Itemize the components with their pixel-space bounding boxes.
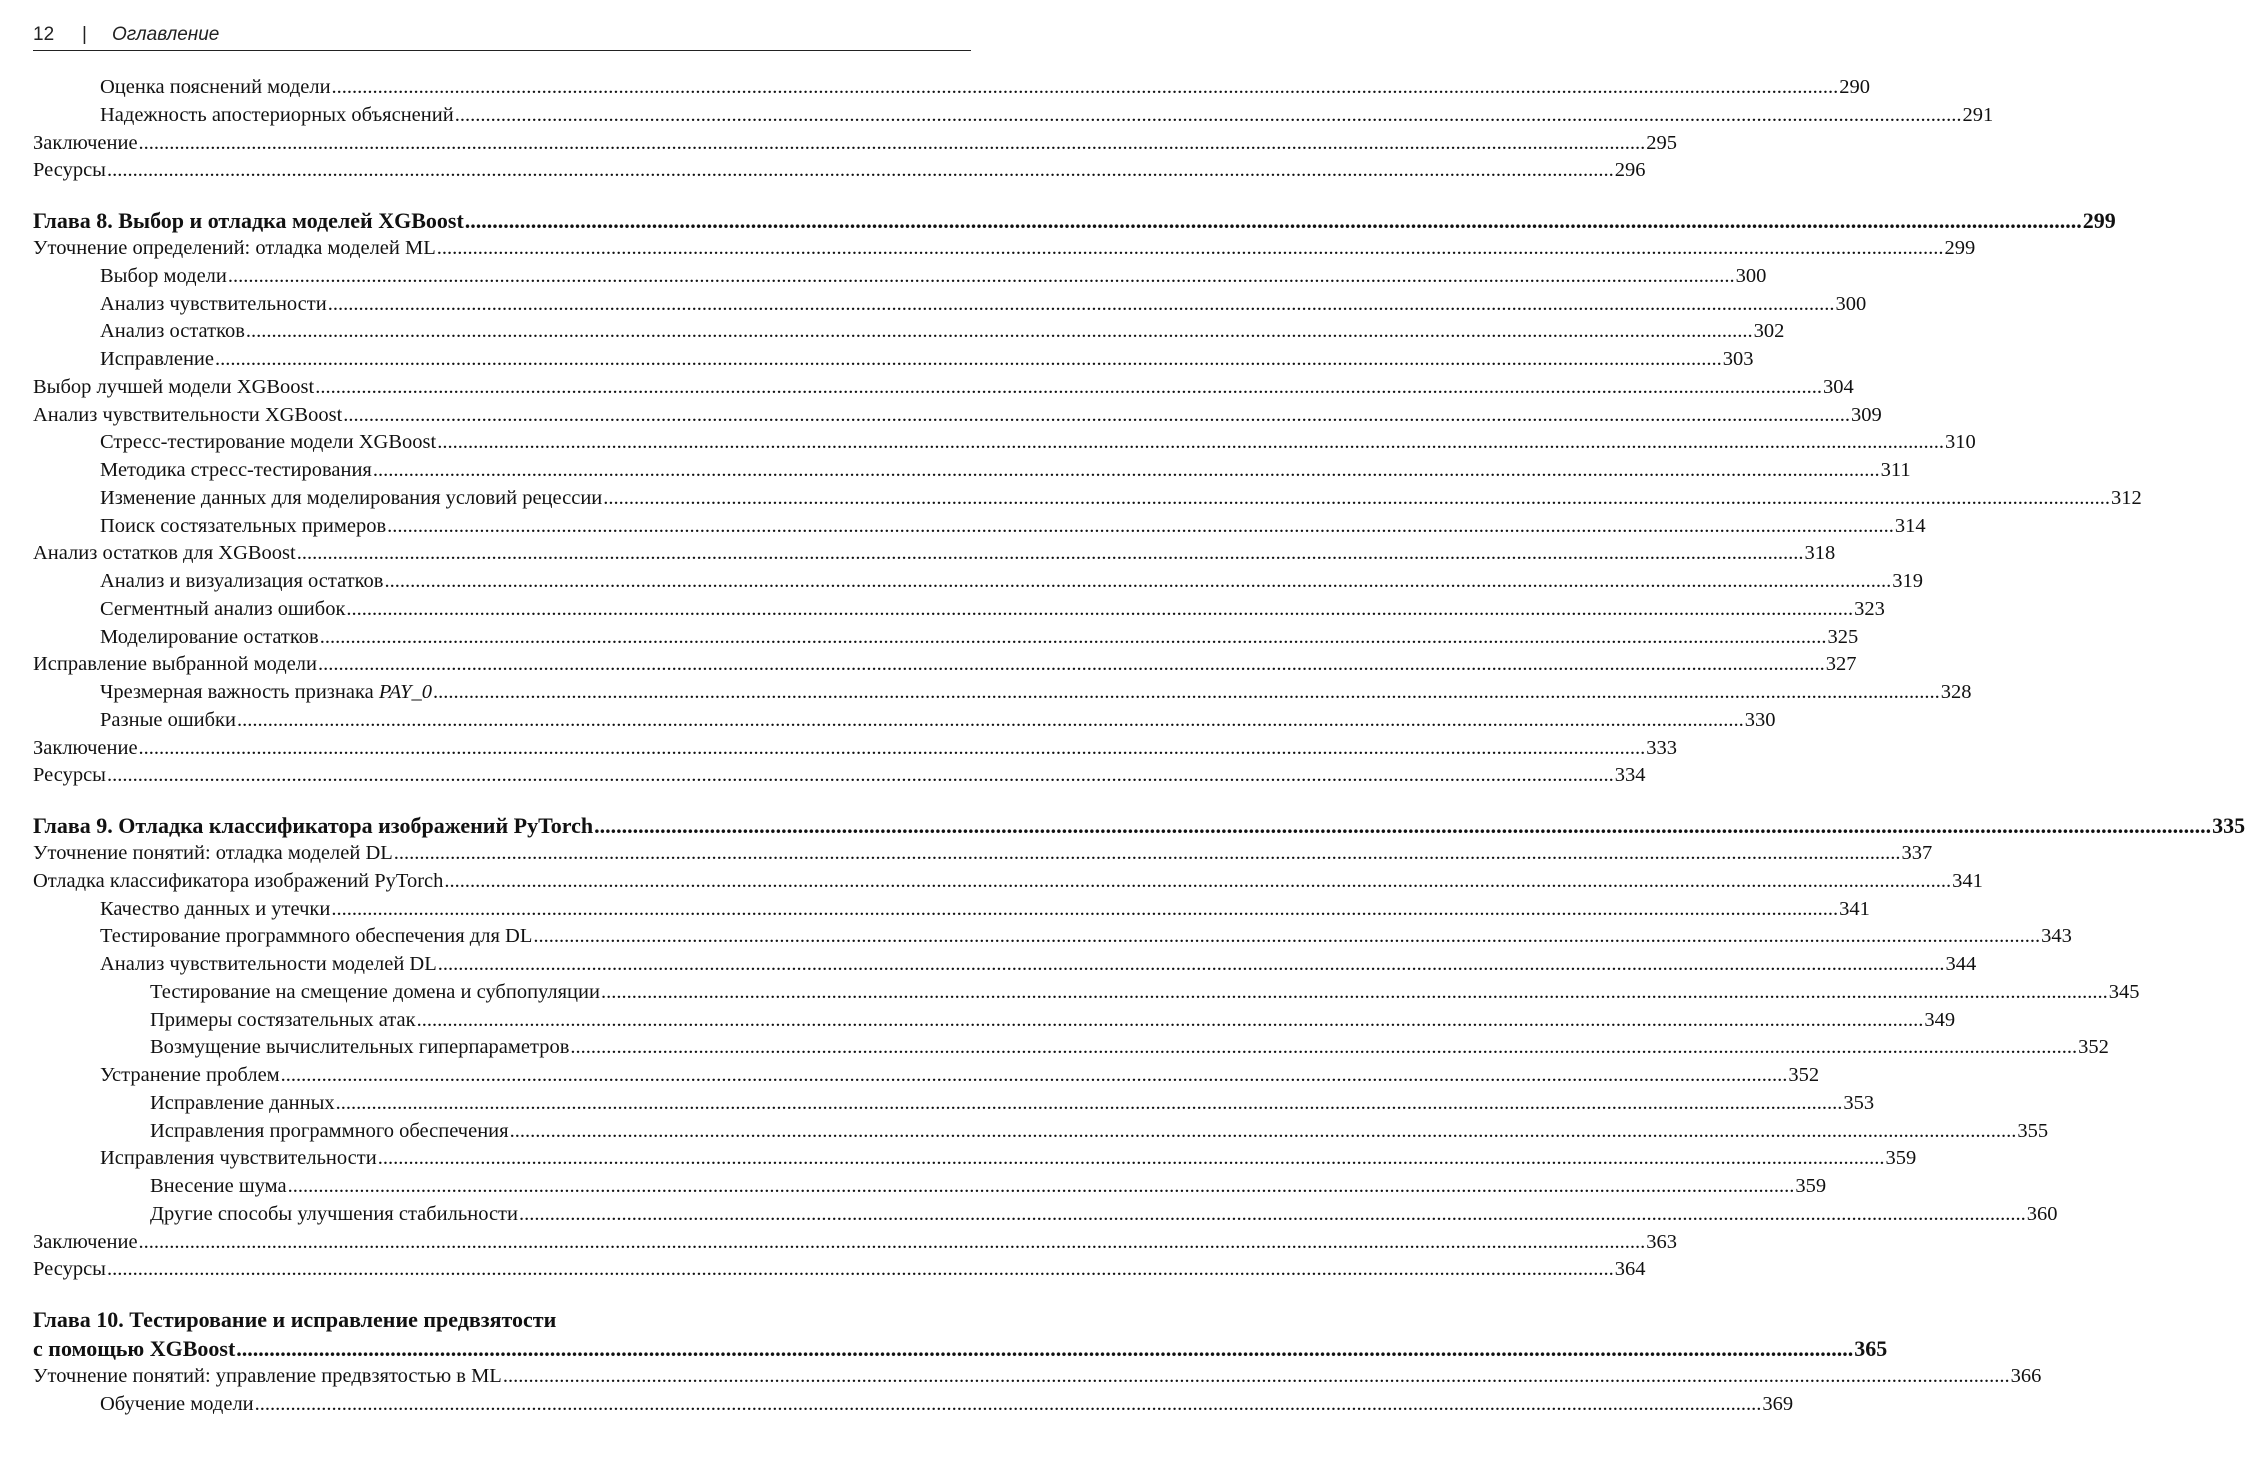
toc-leader-dots (139, 132, 1646, 155)
toc-entry-text: Исправления программного обеспечения (150, 1119, 509, 1142)
toc-block-e (33, 1365, 2042, 1421)
toc-leader-dots (320, 626, 1827, 649)
toc-entry-text: Ресурсы (33, 159, 106, 182)
toc-leader-dots (297, 542, 1804, 565)
toc-page-number: 341 (1839, 897, 1870, 920)
toc-entry-text: Возмущение вычислительных гиперпараметров (150, 1036, 570, 1059)
toc-entry[interactable] (33, 708, 1776, 737)
toc-entry-text: Анализ чувствительности моделей DL (100, 953, 437, 975)
toc-entry-text: Разные ошибки (100, 708, 236, 731)
toc-page-number: 314 (1894, 514, 1926, 537)
toc-leader-dots (603, 487, 2110, 510)
toc-leader-dots (519, 1203, 2026, 1226)
toc-leader-dots (255, 1393, 1762, 1416)
toc-page-number: 359 (1885, 1147, 1917, 1170)
toc-page-number: 335 (2212, 813, 2245, 838)
toc-page-number: 290 (1839, 76, 1871, 98)
toc-leader-dots (373, 459, 1880, 482)
toc-page-number: 352 (2078, 1036, 2109, 1059)
toc-entry-text: Выбор модели (100, 264, 227, 287)
toc-entry[interactable] (33, 653, 1857, 681)
toc-page-number: 291 (1962, 103, 1994, 126)
toc-entry-text: Анализ чувствительности XGBoost (33, 403, 343, 426)
toc-entry-text: Исправление (100, 348, 215, 370)
table-of-contents (33, 76, 2245, 1421)
toc-page-number: 319 (1892, 570, 1923, 592)
toc-page-number: 309 (1851, 403, 1882, 426)
toc-leader-dots (343, 404, 1850, 427)
toc-leader-dots (246, 320, 1753, 343)
toc-page-number: 333 (1646, 736, 1678, 759)
toc-page-number: 295 (1646, 131, 1678, 154)
toc-page-number: 366 (2010, 1365, 2042, 1387)
header-title: Оглавление (112, 24, 220, 45)
toc-page-number: 299 (2082, 208, 2116, 233)
toc-leader-dots (318, 653, 1825, 676)
toc-leader-dots (444, 870, 1951, 893)
toc-entry[interactable] (33, 869, 1983, 898)
toc-chapter-title: Глава 9. Отладка классификатора изображений PyTorch (33, 813, 594, 838)
toc-entry[interactable] (33, 1230, 1678, 1259)
toc-entry-text: Надежность апостериорных объяснений (100, 103, 454, 126)
toc-block-c (33, 708, 1776, 792)
toc-entry-text: Изменение данных для моделирования условий рецессии (100, 486, 603, 509)
toc-leader-dots (331, 898, 1838, 921)
toc-entry-text: Ресурсы (33, 1258, 106, 1281)
toc-leader-dots (417, 1009, 1924, 1032)
toc-entry-text: Примеры состязательных атак (150, 1008, 416, 1031)
toc-entry-text (100, 681, 432, 704)
toc-page-number: 311 (1880, 459, 1911, 481)
toc-entry-text: Сегментный анализ ошибок (100, 597, 346, 620)
toc-entry[interactable] (33, 1008, 1956, 1037)
toc-entry-text: Моделирование остатков (100, 625, 319, 648)
toc-leader-dots (288, 1175, 1795, 1198)
toc-page-number: 344 (1945, 953, 1977, 975)
toc-leader-dots (139, 737, 1646, 760)
toc-page-number: 310 (1944, 431, 1976, 454)
toc-chapter-8[interactable] (33, 208, 2116, 237)
toc-entry[interactable] (33, 1392, 1794, 1421)
toc-page-number: 352 (1788, 1064, 1820, 1086)
toc-entry[interactable] (33, 925, 2072, 953)
toc-entry[interactable] (33, 764, 1646, 792)
toc-entry-text: Качество данных и утечки (100, 897, 331, 920)
toc-entry[interactable] (33, 625, 1859, 654)
toc-page-number: 300 (1835, 292, 1867, 315)
toc-page-number: 334 (1614, 764, 1646, 787)
toc-leader-dots (601, 981, 2108, 1004)
toc-entry-text: Обучение модели (100, 1392, 254, 1415)
toc-entry[interactable] (33, 953, 1977, 981)
toc-block-d (33, 842, 2140, 1286)
toc-page-number: 365 (1854, 1336, 1888, 1361)
toc-page-number: 328 (1940, 681, 1972, 703)
toc-leader-dots (281, 1064, 1788, 1087)
toc-entry[interactable] (33, 431, 1976, 459)
toc-entry-text: Заключение (33, 131, 138, 154)
toc-page-number: 341 (1952, 869, 1983, 892)
toc-leader-dots (433, 681, 1940, 704)
toc-entry[interactable] (33, 1175, 1827, 1203)
toc-chapter-title: с помощью XGBoost (33, 1336, 236, 1361)
toc-entry-text: Выбор лучшей модели XGBoost (33, 375, 315, 398)
toc-page-number: 304 (1822, 375, 1854, 398)
toc-page-number: 299 (1944, 237, 1976, 259)
toc-leader-dots (236, 1336, 1853, 1362)
toc-entry[interactable] (33, 897, 1870, 926)
toc-page-number: 330 (1744, 708, 1776, 731)
toc-leader-dots (465, 208, 2082, 234)
toc-entry-text: Уточнение определений: отладка моделей ML (33, 237, 436, 259)
toc-entry-text: Методика стресс-тестирования (100, 459, 372, 481)
toc-leader-dots (107, 764, 1614, 787)
toc-page-number: 353 (1843, 1091, 1875, 1114)
toc-page-number: 369 (1762, 1392, 1794, 1415)
toc-page-number: 355 (2017, 1119, 2049, 1142)
toc-entry-text: Поиск состязательных примеров (100, 514, 387, 537)
toc-chapter-10-line1[interactable]: Глава 10. Тестирование и исправление предвзятости (33, 1307, 557, 1332)
chapter-gap (33, 187, 969, 208)
toc-leader-dots (394, 842, 1901, 865)
toc-entry-text: Внесение шума (150, 1175, 287, 1197)
toc-page-number: 360 (2026, 1202, 2058, 1225)
toc-page-number: 327 (1825, 653, 1857, 676)
toc-entry[interactable] (33, 264, 1767, 293)
toc-entry-text: Заключение (33, 736, 138, 759)
toc-page-number: 323 (1854, 597, 1885, 620)
toc-entry[interactable] (33, 237, 1976, 265)
toc-entry[interactable] (33, 1258, 1646, 1286)
toc-block-b (33, 237, 2142, 681)
toc-entry[interactable] (33, 103, 1994, 132)
toc-entry[interactable] (33, 159, 1646, 187)
toc-entry[interactable] (33, 76, 1871, 104)
toc-entry[interactable] (33, 131, 1678, 160)
toc-entry-text: Анализ остатков (100, 320, 245, 343)
toc-entry[interactable] (33, 514, 1926, 543)
toc-entry-text: Исправления чувствительности (100, 1147, 377, 1170)
toc-entry[interactable] (33, 375, 1854, 404)
toc-leader-dots (215, 348, 1722, 371)
toc-page-number: 363 (1646, 1230, 1678, 1253)
toc-leader-dots (385, 570, 1892, 593)
toc-entry-text: Оценка пояснений модели (100, 76, 331, 98)
toc-chapter-10[interactable] (33, 1336, 1888, 1365)
toc-page-number: 312 (2111, 486, 2142, 509)
toc-leader-dots (438, 953, 1945, 976)
toc-page-number: 349 (1924, 1008, 1956, 1031)
toc-entry[interactable] (33, 403, 1882, 432)
toc-chapter-title: Глава 8. Выбор и отладка моделей XGBoost (33, 208, 464, 233)
toc-leader-dots (378, 1147, 1885, 1170)
toc-leader-dots (437, 431, 1944, 454)
toc-page-number: 300 (1735, 264, 1767, 287)
chapter-gap (33, 1286, 969, 1307)
toc-entry[interactable] (33, 1365, 2042, 1393)
toc-page-number: 359 (1795, 1175, 1827, 1197)
toc-entry[interactable] (33, 459, 1911, 487)
toc-leader-dots (332, 76, 1839, 99)
toc-chapter-9[interactable] (33, 813, 2245, 842)
toc-leader-dots (107, 159, 1614, 182)
toc-leader-dots (455, 104, 1962, 127)
toc-entry-text-italic: PAY_0 (378, 681, 433, 703)
toc-leader-dots (315, 376, 1822, 399)
toc-entry[interactable] (33, 1119, 2049, 1148)
toc-entry[interactable] (33, 597, 1885, 626)
toc-entry-text: Стресс-тестирование модели XGBoost (100, 431, 437, 454)
toc-leader-dots (570, 1036, 2077, 1059)
toc-entry-text: Заключение (33, 1230, 138, 1253)
toc-page-number: 302 (1753, 320, 1785, 343)
toc-entry[interactable] (33, 1036, 2109, 1064)
toc-leader-dots (336, 1092, 1843, 1115)
toc-page-number: 318 (1804, 542, 1836, 565)
toc-leader-dots (533, 925, 2040, 948)
header-separator: | (82, 24, 87, 45)
toc-page-number: 364 (1614, 1258, 1646, 1281)
toc-page-number: 325 (1827, 625, 1859, 648)
toc-entry-text: Исправление данных (150, 1091, 335, 1114)
toc-entry[interactable] (33, 980, 2140, 1009)
toc-entry-text: Анализ остатков для XGBoost (33, 542, 296, 565)
toc-entry[interactable] (33, 348, 1754, 376)
toc-leader-dots (503, 1365, 2010, 1388)
toc-entry[interactable] (33, 486, 2142, 515)
toc-page-number: 296 (1614, 159, 1646, 182)
toc-leader-dots (328, 293, 1835, 316)
toc-entry[interactable] (33, 570, 1923, 598)
toc-entry-text: Тестирование программного обеспечения для DL (100, 925, 533, 948)
toc-page-number: 345 (2108, 980, 2140, 1003)
page-number: 12 (33, 24, 55, 45)
toc-leader-dots (139, 1231, 1646, 1254)
chapter-gap (33, 792, 969, 813)
toc-leader-dots (437, 237, 1944, 260)
toc-entry-text: Анализ и визуализация остатков (100, 570, 384, 592)
toc-entry-text: Отладка классификатора изображений PyTorch (33, 869, 444, 892)
toc-entry-text: Устранение проблем (100, 1064, 280, 1086)
toc-leader-dots (346, 598, 1853, 621)
toc-leader-dots (510, 1120, 2017, 1143)
toc-entry-pay0[interactable] (33, 681, 1972, 709)
toc-page-number: 303 (1722, 348, 1754, 370)
toc-entry[interactable] (33, 1147, 1917, 1175)
toc-entry[interactable] (33, 1202, 2058, 1231)
toc-leader-dots (387, 515, 1894, 538)
toc-leader-dots (107, 1258, 1614, 1281)
toc-entry[interactable] (33, 1064, 1820, 1092)
toc-entry-text: Ресурсы (33, 764, 106, 787)
toc-entry[interactable] (33, 842, 1933, 870)
toc-page-number: 343 (2041, 925, 2072, 948)
page-header (33, 24, 971, 51)
toc-entry-text: Другие способы улучшения стабильности (150, 1202, 518, 1225)
toc-leader-dots (237, 709, 1744, 732)
toc-entry[interactable] (33, 542, 1836, 570)
toc-leader-dots (228, 265, 1735, 288)
toc-entry-text: Анализ чувствительности (100, 292, 327, 315)
toc-entry[interactable] (33, 1091, 1875, 1120)
toc-entry-text: Уточнение понятий: управление предвзятостью в ML (33, 1365, 502, 1387)
toc-entry-text: Тестирование на смещение домена и субпопуляции (150, 980, 600, 1003)
toc-block-a (33, 76, 1994, 187)
toc-page-number: 337 (1901, 842, 1933, 864)
toc-entry-text: Уточнение понятий: отладка моделей DL (33, 842, 393, 864)
toc-entry[interactable] (33, 736, 1678, 765)
toc-entry-text: Исправление выбранной модели (33, 653, 318, 676)
toc-entry[interactable] (33, 292, 1867, 321)
toc-leader-dots (594, 813, 2211, 839)
toc-entry-text-plain: Чрезмерная важность признака (100, 681, 379, 703)
toc-entry[interactable] (33, 320, 1785, 348)
